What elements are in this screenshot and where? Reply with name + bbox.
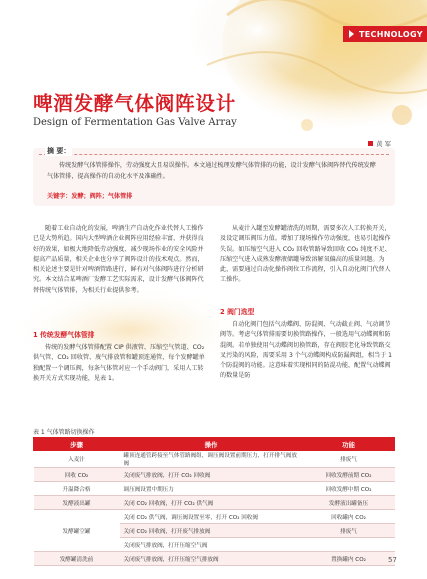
section-2-paragraph: 自动化阀门包括气动蝶阀、防混阀、气动截止阀、气动调节阀等。考虑气体管排需要切换管路操作，一般选用气动蝶阀和防混阀。若单独使用气动蝶阀切换管路，存在阀胶老化导致管路交叉污染的风险，需要采用 3 个气动蝶阀构成防漏阀组，相当于 1 个防混阀的功能。这意味着实现相同的防混功能，配置气动蝶阀的数量是防 <box>220 321 393 380</box>
row-step: 发酵液出罐 <box>34 496 120 510</box>
right-paragraph-1: 从麦汁入罐至发酵罐清洗的周期，需要多次人工转换开关，及设定调压阀压力值。增加了现场操作劳动强度，也易引起操作失误。如压缩空气进入 CO₂ 回收管路导致回收 CO₂ 纯度不足、压缩空气进入成熟发酵液储罐导致溶解氧偏高的质量问题。为此，需要通过自动化操作阀位工作流程，引入自动化阀门代替人工操作。 <box>220 225 391 284</box>
row-operation: 关闭 CO₂ 供气阀，调压阀设置至零，打开 CO₂ 回收阀 <box>120 510 303 524</box>
row-function: 发酵液出罐备压 <box>303 496 395 510</box>
row-step: 入麦汁 <box>34 451 120 468</box>
row-function: 回收发酵前期 CO₂ <box>303 468 395 482</box>
triangle-marker-icon <box>349 30 354 38</box>
table-header-row <box>34 438 395 451</box>
table-row <box>34 496 395 510</box>
row-operation: 关闭废气排放阀，打开 CO₂ 回收阀 <box>120 468 303 482</box>
table-row <box>34 552 395 566</box>
article-title-english: Design of Fermentation Gas Valve Array <box>33 117 237 128</box>
keywords: 关键字：发酵；阀阵；气体管排 <box>47 193 133 200</box>
row-function: 回收罐内 CO₂ <box>303 510 395 524</box>
row-operation: 罐顶连通管跨接至气体管路阀组，调压阀设置前期压力，打开排气阀放阀 <box>120 451 303 468</box>
intro-paragraph: 随着工业自动化的发展，啤酒生产自动化作业代替人工操作已是大势所趋。国内大型啤酒企业阀阵应用经验丰富，并获得良好的效果，如极大地降低劳动强度、减少现场作业的安全风险并提高产品质量，相关企业也分享了阀阵设计的技术观点。然而，相关论述主要是针对啤酒管路进行，鲜有对气体阀阵进行分析研究。本文结合某啤酒厂发酵工艺实际需求，设计发酵气体阀阵代替传统气体管排，为相关行业提供参考。 <box>33 225 204 294</box>
table-caption: 表 1 气体管路切换操作 <box>33 429 95 436</box>
page-number: 57 <box>388 556 397 564</box>
article-title: 啤酒发酵气体阀阵设计 <box>33 92 237 115</box>
abstract-text: 传统发酵气体管排操作，劳动强度大且易误操作。本文通过梳理发酵气体管排的功能，设计发酵气体阀阵替代传统发酵气体管排，提高操作的自动化水平及准确性。 <box>47 162 376 180</box>
abstract-box <box>33 148 395 206</box>
row-function: 排废气 <box>303 524 395 538</box>
table-row <box>34 482 395 496</box>
section-1-paragraph: 传统的发酵气体管排配置 CIP 供液管、压缩空气管道、CO₂ 供气管、CO₂ 回收管、废气排放管和罐顶连通管，每个发酵罐单独配置一个调压阀，每条气体管对应一个手动阀门，采用人工转换开关方式实现功能，见表 1。 <box>33 344 205 382</box>
left-column <box>33 224 208 296</box>
section-2-heading: 2 阀门选型 <box>220 308 255 316</box>
author-name: 黄 军 <box>376 140 392 148</box>
header-step: 步骤 <box>34 438 120 451</box>
row-operation: 关闭 CO₂ 回收阀，打开废气排放阀 <box>120 524 303 538</box>
row-operation: 关闭废气排放阀，打开压缩空气排放阀 <box>120 552 303 566</box>
square-bullet-icon <box>368 141 373 146</box>
category-tag <box>343 26 427 42</box>
row-step: 升温降合格 <box>34 482 120 496</box>
table-row <box>34 451 395 468</box>
author-byline <box>368 139 391 148</box>
row-step: 发酵罐空罐 <box>34 510 120 552</box>
row-step: 发酵罐清洗前 <box>34 552 120 566</box>
valve-operation-table <box>33 437 395 566</box>
row-operation: 调压阀设置中期压力 <box>120 482 303 496</box>
row-function: 排废气 <box>303 451 395 468</box>
abstract-divider <box>39 154 389 155</box>
row-operation: 关闭 CO₂ 回收阀，打开 CO₂ 供气阀 <box>120 496 303 510</box>
section-1-heading: 1 传统发酵气体管排 <box>33 331 95 339</box>
section-2-paragraph-block <box>220 320 395 382</box>
table-row <box>34 510 395 524</box>
table-row <box>34 468 395 482</box>
row-function: 回收发酵中期 CO₂ <box>303 482 395 496</box>
right-column <box>220 224 395 286</box>
row-operation: 关闭废气排放阀，打开压缩空气阀 <box>120 538 303 552</box>
row-function: 置换罐内 CO₂ <box>303 552 395 566</box>
section-1-paragraph-block <box>33 343 208 384</box>
abstract-label: 摘 要： <box>47 147 71 155</box>
category-label: TECHNOLOGY <box>359 29 423 39</box>
header-function: 功能 <box>303 438 395 451</box>
row-step: 回收 CO₂ <box>34 468 120 482</box>
header-operation: 操作 <box>120 438 303 451</box>
row-function <box>303 538 395 552</box>
